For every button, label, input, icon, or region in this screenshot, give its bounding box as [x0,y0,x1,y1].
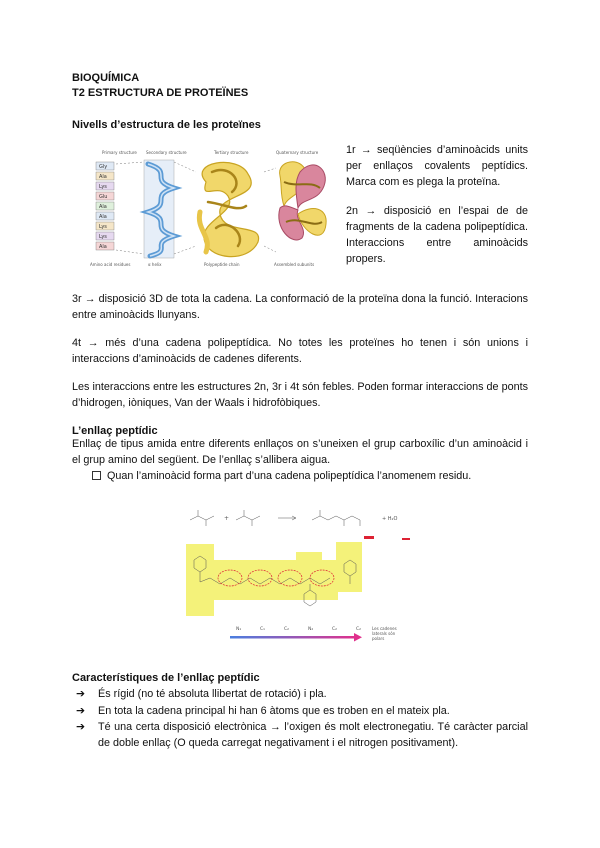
primary-structure-text: 1r → seqüències d’aminoàcids units per enllaços covalents peptídics. Marca com es plega la proteïna. [346,144,528,188]
quaternary-structure-text: 4t → més d’una cadena polipeptídica. No totes les proteïnes ho tenen i són unions i interaccions d’aminoàcids de cadenes diferents. [72,337,528,365]
peptide-bond-definition: Enllaç de tipus amida entre diferents enllaços on s’uneixen el grup carboxílic d’un aminoàcid i el grup amino del següent. De l’enllaç s’allibera aigua. [72,438,528,466]
section-heading-levels: Nivells d’estructura de les proteïnes [72,119,261,131]
title-secondary: Secondary structure [146,150,187,155]
quaternary-assembly [279,162,326,240]
svg-text:Les cadenes: Les cadenes [372,626,397,631]
residue-checkbox-row [92,468,528,484]
tertiary-fold [199,162,258,256]
label-amino-acid-residues: Amino acid residues [90,262,131,267]
protein-levels-illustration [88,142,328,270]
axis-label: N₁ [236,627,242,632]
arrow-bullet-icon: ➔ [76,721,86,733]
arrow-bullet-icon: ➔ [76,704,86,717]
checkbox[interactable] [92,471,101,480]
section-heading-peptide-bond: L’enllaç peptídic [72,425,158,437]
axis-label: C₂ [332,627,337,632]
title-tertiary: Tertiary structure [214,150,249,155]
axis-label: N₂ [308,627,314,632]
reaction-equation [190,510,360,526]
checkbox-label: Quan l’aminoàcid forma part d’una cadena polipeptídica l’anomenem residu. [107,470,472,482]
axis-label: C₂ [356,627,361,632]
section-heading-characteristics: Característiques de l’enllaç peptídic [72,672,260,684]
weak-interactions-text: Les interaccions entre les estructures 2n, 3r i 4t són febles. Poden formar interaccions de ponts d’hidrogen, iòniques, Van der Waals i hidrofòbiques. [72,381,528,409]
residue-label: Lys [99,234,107,240]
residue-label: Ala [99,204,107,210]
label-assembled-subunits: Assembled subunits [274,262,315,267]
title-quaternary: Quaternary structure [276,150,319,155]
arrow-bullet-icon: ➔ [76,688,86,700]
alpha-helix [144,160,174,258]
document-subject: BIOQUÍMICA [72,72,140,84]
axis-label: C₁ [260,627,265,632]
title-primary: Primary structure [102,150,137,155]
water-label: + H₂O [382,516,398,522]
direction-arrow [230,636,356,639]
highlight-panels [186,542,362,616]
tertiary-structure-text: 3r → disposició 3D de tota la cadena. La conformació de la proteïna dona la funció. Interacions entre aminoàcids llunyans. [72,293,528,321]
list-item: ➔ En tota la cadena principal hi han 6 àtoms que es troben en el mateix pla. [72,704,528,720]
residue-label: Lys [99,224,107,230]
primary-structure-chain [96,162,114,250]
secondary-structure-text: 2n → disposició en l’espai de de fragments de la cadena polipeptídica. Interaccions entre aminoàcids propers. [346,205,528,265]
label-polypeptide-chain: Polypeptide chain [204,262,240,267]
svg-text:laterals són: laterals són [372,631,396,636]
residue-label: Ala [99,244,107,250]
axis-labels [236,626,361,632]
document-topic: T2 ESTRUCTURA DE PROTEÏNES [72,87,249,99]
svg-text:+: + [224,515,230,522]
residue-label: Gly [99,164,108,170]
list-item: ➔ És rígid (no té absoluta llibertat de rotació) i pla. [72,687,528,703]
residue-label: Ala [99,174,107,180]
svg-text:polars: polars [372,636,385,641]
list-item: ➔ Té una certa disposició electrònica → l’oxigen és molt electronegatiu. Té caràcter parcial de doble enllaç (O queda carregat negativament i el nitrogen positivament). [76,721,528,749]
reaction-red-marks [364,536,410,540]
residue-label: Ala [99,214,107,220]
peptide-bond-figure [184,498,416,646]
protein-levels-figure [88,142,328,270]
axis-label: C₂ [284,627,289,632]
residue-label: Lys [99,184,107,190]
characteristics-list [72,687,528,752]
peptide-bond-diagram [184,498,416,646]
label-alpha-helix: α helix [148,262,162,267]
residue-label: Glu [99,194,108,200]
figure-caption [372,626,397,641]
